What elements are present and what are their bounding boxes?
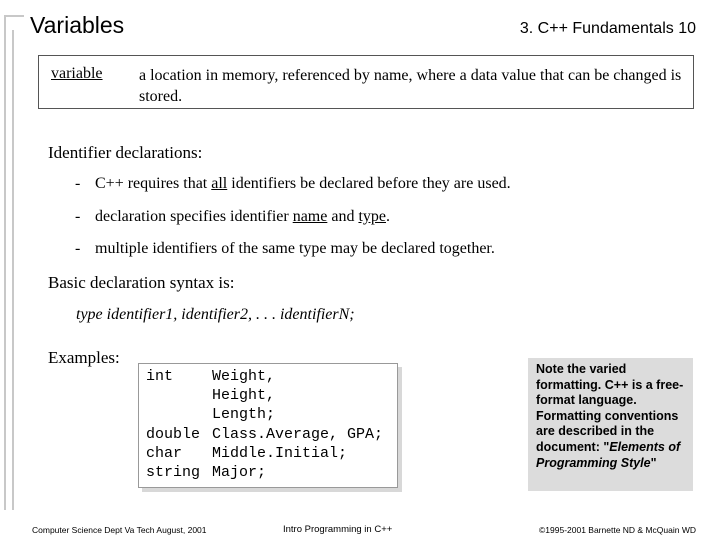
bullet-dash: - xyxy=(75,208,81,225)
footer-right: ©1995-2001 Barnette ND & McQuain WD xyxy=(539,525,696,535)
footer-left: Computer Science Dept Va Tech August, 2001 xyxy=(32,525,207,535)
code-type: string xyxy=(146,464,201,481)
syntax-heading: Basic declaration syntax is: xyxy=(48,273,235,292)
code-rest: Middle.Initial; xyxy=(212,445,348,462)
bullet-text: . xyxy=(386,208,390,225)
code-line xyxy=(146,387,275,404)
note-callout xyxy=(528,358,693,491)
bullet-item xyxy=(75,175,511,193)
note-document-title: Elements of Programming Style xyxy=(536,439,681,470)
code-example-box xyxy=(138,363,398,488)
code-line xyxy=(146,426,383,443)
code-line xyxy=(146,464,266,481)
footer-middle: Intro Programming in C++ xyxy=(283,524,393,535)
frame-left-line-inner xyxy=(12,30,14,510)
definition-text: a location in memory, referenced by name, where a data value that can be changed is stored. xyxy=(139,67,682,105)
bullet-emphasis: all xyxy=(211,175,228,192)
bullet-text: identifiers be declared before they are used. xyxy=(227,175,511,192)
note-text: Note the varied formatting. C++ is a free-format language. Formatting conventions are described in the document: " xyxy=(536,362,684,454)
definition-term: variable xyxy=(51,65,103,82)
bullet-text: declaration specifies identifier xyxy=(95,208,293,225)
bullet-emphasis: name xyxy=(292,208,328,225)
note-end: " xyxy=(650,455,657,470)
frame-top-line xyxy=(4,15,24,17)
bullet-text: multiple identifiers of the same type may be declared together. xyxy=(95,240,495,257)
code-rest: Class.Average, GPA; xyxy=(212,426,384,443)
bullet-item xyxy=(75,240,495,258)
bullet-emphasis: type xyxy=(358,208,386,225)
code-type: int xyxy=(146,368,174,385)
frame-left-line xyxy=(4,15,6,510)
bullet-text: C++ requires that xyxy=(95,175,212,192)
definition-box xyxy=(38,55,694,109)
bullet-dash: - xyxy=(75,175,81,192)
code-rest: Major; xyxy=(212,464,267,481)
code-rest: Length; xyxy=(212,406,276,423)
code-rest: Height, xyxy=(212,387,276,404)
code-line xyxy=(146,445,347,462)
bullet-item xyxy=(75,208,390,226)
bullet-text: and xyxy=(327,208,359,225)
slide-section-number: 3. C++ Fundamentals 10 xyxy=(519,20,696,37)
syntax-line: type identifier1, identifier2, . . . identifierN; xyxy=(76,306,355,323)
examples-label: Examples: xyxy=(48,348,120,367)
code-type: double xyxy=(146,426,201,443)
code-line xyxy=(146,368,275,385)
slide-title: Variables xyxy=(30,12,125,38)
code-rest: Weight, xyxy=(212,368,276,385)
identifier-heading: Identifier declarations: xyxy=(48,143,203,162)
code-line xyxy=(146,406,275,423)
bullet-dash: - xyxy=(75,240,81,257)
code-type: char xyxy=(146,445,183,462)
